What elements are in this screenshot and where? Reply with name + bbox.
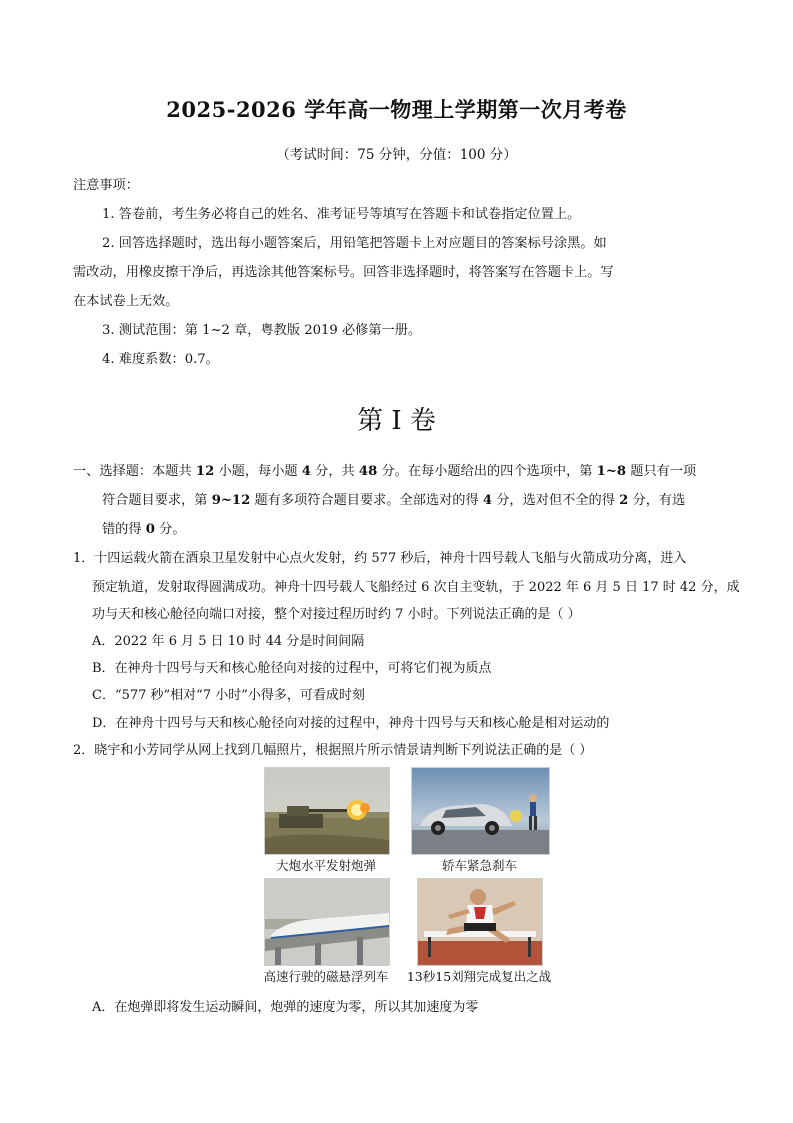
notes-heading: 注意事项： bbox=[73, 178, 139, 193]
exam-subtitle: （考试时间：75 分钟，分值：100 分） bbox=[276, 147, 517, 163]
instr-text: 题有多项符合题目要求。全部选对的得 bbox=[250, 493, 483, 508]
note-item-4: 4. 难度系数：0.7。 bbox=[102, 352, 219, 367]
maglev-train-photo bbox=[264, 878, 390, 966]
hurdler-caption: 13秒15刘翔完成复出之战 bbox=[406, 969, 552, 984]
instr-text: 题只有一项 bbox=[626, 464, 697, 479]
q1-option-d: D．在神舟十四号与天和核心舱径向对接的过程中，神舟十四号与天和核心舱是相对运动的 bbox=[92, 716, 610, 731]
q1-option-a: A．2022 年 6 月 5 日 10 时 44 分是时间间隔 bbox=[92, 634, 365, 649]
note-item-1: 1. 答卷前，考生务必将自己的姓名、准考证号等填写在答题卡和试卷指定位置上。 bbox=[102, 207, 581, 222]
instr-text: 分。 bbox=[154, 522, 186, 537]
instr-bold: 48 bbox=[358, 464, 378, 479]
instr-bold: 12 bbox=[195, 464, 215, 479]
instr-bold: 2 bbox=[619, 493, 629, 508]
hurdler-photo bbox=[417, 878, 543, 966]
instr-text: 分，共 bbox=[310, 464, 359, 479]
note-item-3: 3. 测试范围：第 1~2 章，粤教版 2019 必修第一册。 bbox=[102, 323, 422, 338]
note-item-2-line3: 在本试卷上无效。 bbox=[73, 294, 179, 309]
car-braking-photo bbox=[411, 767, 550, 855]
instr-bold: 0 bbox=[145, 522, 155, 537]
q2-stem: 2．晓宇和小芳同学从网上找到几幅照片，根据照片所示情景请判断下列说法正确的是（ ） bbox=[73, 743, 593, 758]
instructions-line3 bbox=[102, 518, 186, 537]
instr-text: 分，选对但不全的得 bbox=[492, 493, 620, 508]
q1-stem-line3: 功与天和核心舱径向端口对接，整个对接过程历时约 7 小时。下列说法正确的是（ ） bbox=[92, 607, 581, 622]
note-item-2-line1: 2. 回答选择题时，选出每小题答案后，用铅笔把答题卡上对应题目的答案标号涂黑。如 bbox=[102, 236, 607, 251]
instr-bold: 4 bbox=[301, 464, 311, 479]
q1-stem-line1: 1．十四运载火箭在酒泉卫星发射中心点火发射，约 577 秒后，神舟十四号载人飞船与火箭成功分离，进入 bbox=[73, 551, 687, 566]
instr-bold: 4 bbox=[482, 493, 493, 508]
instr-text: 符合题目要求，第 bbox=[102, 493, 212, 508]
q2-option-a: A．在炮弹即将发生运动瞬间，炮弹的速度为零，所以其加速度为零 bbox=[92, 1000, 479, 1015]
instr-text: 一、选择题：本题共 bbox=[73, 464, 196, 479]
note-item-2-line2: 需改动，用橡皮擦干净后，再选涂其他答案标号。回答非选择题时，将答案写在答题卡上。写 bbox=[73, 265, 614, 280]
car-caption: 轿车紧急刹车 bbox=[441, 858, 517, 873]
instructions-line1 bbox=[73, 460, 696, 479]
instr-text: 小题，每小题 bbox=[214, 464, 302, 479]
instructions-line2 bbox=[102, 489, 685, 508]
tank-firing-photo bbox=[264, 767, 390, 855]
maglev-caption: 高速行驶的磁悬浮列车 bbox=[263, 969, 389, 984]
instr-text: 错的得 bbox=[102, 522, 146, 537]
exam-title: 2025-2026 学年高一物理上学期第一次月考卷 bbox=[166, 97, 627, 122]
instr-text: 分，有选 bbox=[628, 493, 686, 508]
instr-bold: 9~12 bbox=[211, 493, 251, 508]
q1-option-b: B．在神舟十四号与天和核心舱径向对接的过程中，可将它们视为质点 bbox=[92, 661, 492, 676]
section-title: 第 I 卷 bbox=[357, 406, 436, 436]
instr-bold: 1~8 bbox=[596, 464, 627, 479]
tank-caption: 大炮水平发射炮弹 bbox=[275, 858, 376, 873]
instr-text: 分。在每小题给出的四个选项中，第 bbox=[377, 464, 597, 479]
q1-stem-line2: 预定轨道，发射取得圆满成功。神舟十四号载人飞船经过 6 次自主变轨，于 2022 年 6 月 5 日 17 时 42 分，成 bbox=[92, 580, 740, 595]
q1-option-c: C．“577 秒”相对“7 小时”小得多，可看成时刻 bbox=[92, 688, 365, 703]
